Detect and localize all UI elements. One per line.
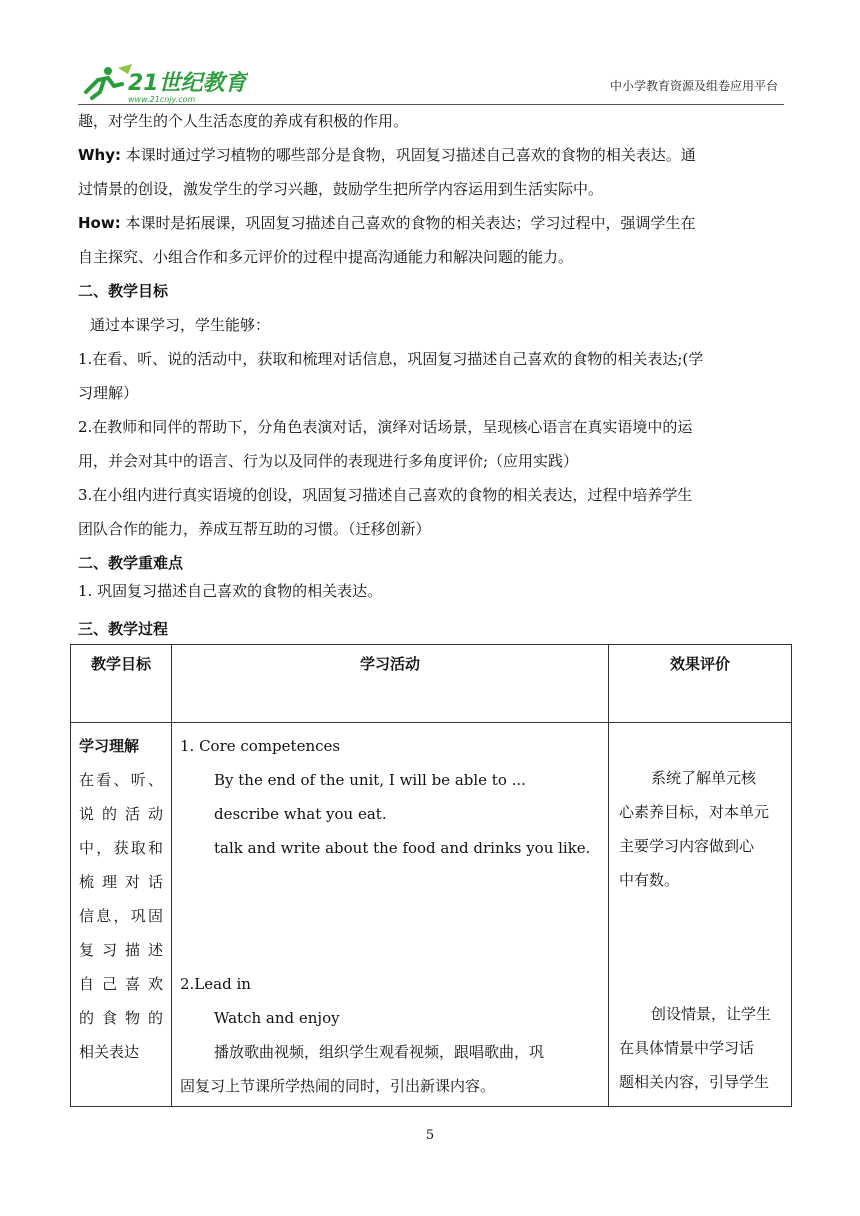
eval-line: 创设情景，让学生 <box>651 1005 772 1023</box>
spacer <box>619 897 781 997</box>
platform-name: 中小学教育资源及组卷应用平台 <box>609 79 778 93</box>
header-evaluation: 效果评价 <box>609 645 792 723</box>
continued-line: 趣，对学生的个人生活态度的养成有积极的作用。 <box>78 112 409 130</box>
goal-3-line-1: 3.在小组内进行真实语境的创设，巩固复习描述自己喜欢的食物的相关表达，过程中培养学生 <box>78 486 693 504</box>
activity-item-2: 2.Lead in <box>180 975 251 993</box>
svg-text:www.21cnjy.com: www.21cnjy.com <box>128 95 196 104</box>
goal-line: 相关表达 <box>79 1043 140 1061</box>
evaluation-cell <box>609 723 792 1107</box>
activity-item-1: 1. Core competences <box>180 737 341 755</box>
how-label: How: <box>78 214 121 232</box>
goal-1-line-1: 1.在看、听、说的活动中，获取和梳理对话信息，巩固复习描述自己喜欢的食物的相关表达;(学 <box>78 350 704 368</box>
process-table <box>70 644 792 1107</box>
goal-title: 学习理解 <box>79 737 140 755</box>
why-line-2: 过情景的创设，激发学生的学习兴趣，鼓励学生把所学内容运用到生活实际中。 <box>78 180 604 198</box>
goal-line: 复 习 描 述 <box>79 941 163 959</box>
eval-line: 在具体情景中学习话 <box>619 1039 755 1057</box>
table-row <box>71 723 792 1107</box>
goal-line: 在看、听、 <box>79 771 163 789</box>
goal-line: 信息，巩固 <box>79 907 163 925</box>
activity-line: By the end of the unit, I will be able to ... <box>214 771 526 789</box>
header-goal: 教学目标 <box>71 645 172 723</box>
table-header-row <box>71 645 792 723</box>
eval-line: 中有数。 <box>619 871 680 889</box>
goal-line: 自 己 喜 欢 <box>79 975 163 993</box>
how-text-1: 本课时是拓展课，巩固复习描述自己喜欢的食物的相关表达；学习过程中，强调学生在 <box>120 214 696 232</box>
goal-line: 说 的 活 动 <box>79 805 163 823</box>
eval-line: 主要学习内容做到心 <box>619 837 755 855</box>
goal-2-line-1: 2.在教师和同伴的帮助下，分角色表演对话，演绎对话场景，呈现核心语言在真实语境中的运 <box>78 418 693 436</box>
activity-line: describe what you eat. <box>214 805 387 823</box>
goal-line: 的 食 物 的 <box>79 1009 163 1027</box>
eval-line: 心素养目标，对本单元 <box>619 803 770 821</box>
activity-line: 固复习上节课所学热闹的同时，引出新课内容。 <box>180 1077 496 1095</box>
svg-text:21世纪教育: 21世纪教育 <box>128 71 247 96</box>
activity-cell <box>172 723 609 1107</box>
21cnjy-logo <box>78 62 248 104</box>
section-goals-heading: 二、教学目标 <box>78 282 169 300</box>
goal-2-line-2: 用，并会对其中的语言、行为以及同伴的表现进行多角度评价;（应用实践） <box>78 452 579 470</box>
page-number: 5 <box>425 1128 435 1143</box>
activity-line: 播放歌曲视频，组织学生观看视频，跟唱歌曲，巩 <box>214 1043 545 1061</box>
why-line-1 <box>78 138 788 172</box>
goal-3-line-2: 团队合作的能力，养成互帮互助的习惯。（迁移创新） <box>78 520 431 538</box>
why-text-1: 本课时通过学习植物的哪些部分是食物，巩固复习描述自己喜欢的食物的相关表达。通 <box>121 146 696 164</box>
page-header <box>78 62 784 104</box>
section-process-heading: 三、教学过程 <box>78 620 169 638</box>
evaluation-content <box>609 723 791 1099</box>
goal-line: 中，获取和 <box>79 839 163 857</box>
goal-line: 梳 理 对 话 <box>79 873 163 891</box>
why-label: Why: <box>78 146 122 164</box>
goals-intro: 通过本课学习，学生能够： <box>90 316 271 334</box>
eval-line: 题相关内容，引导学生 <box>619 1073 770 1091</box>
how-line-2: 自主探究、小组合作和多元评价的过程中提高沟通能力和解决问题的能力。 <box>78 248 574 266</box>
goal-cell <box>71 723 172 1107</box>
eval-line: 系统了解单元核 <box>651 769 757 787</box>
spacer <box>172 865 608 967</box>
goal-cell-text <box>71 723 171 1069</box>
goal-1-line-2: 习理解） <box>78 384 139 402</box>
activity-content <box>172 723 608 1103</box>
activity-line: Watch and enjoy <box>214 1009 340 1027</box>
key-point-1: 1. 巩固复习描述自己喜欢的食物的相关表达。 <box>78 582 383 600</box>
header-activity: 学习活动 <box>172 645 609 723</box>
section-key-heading: 二、教学重难点 <box>78 554 184 572</box>
activity-line: talk and write about the food and drinks you like. <box>214 839 591 857</box>
how-line-1 <box>78 206 788 240</box>
